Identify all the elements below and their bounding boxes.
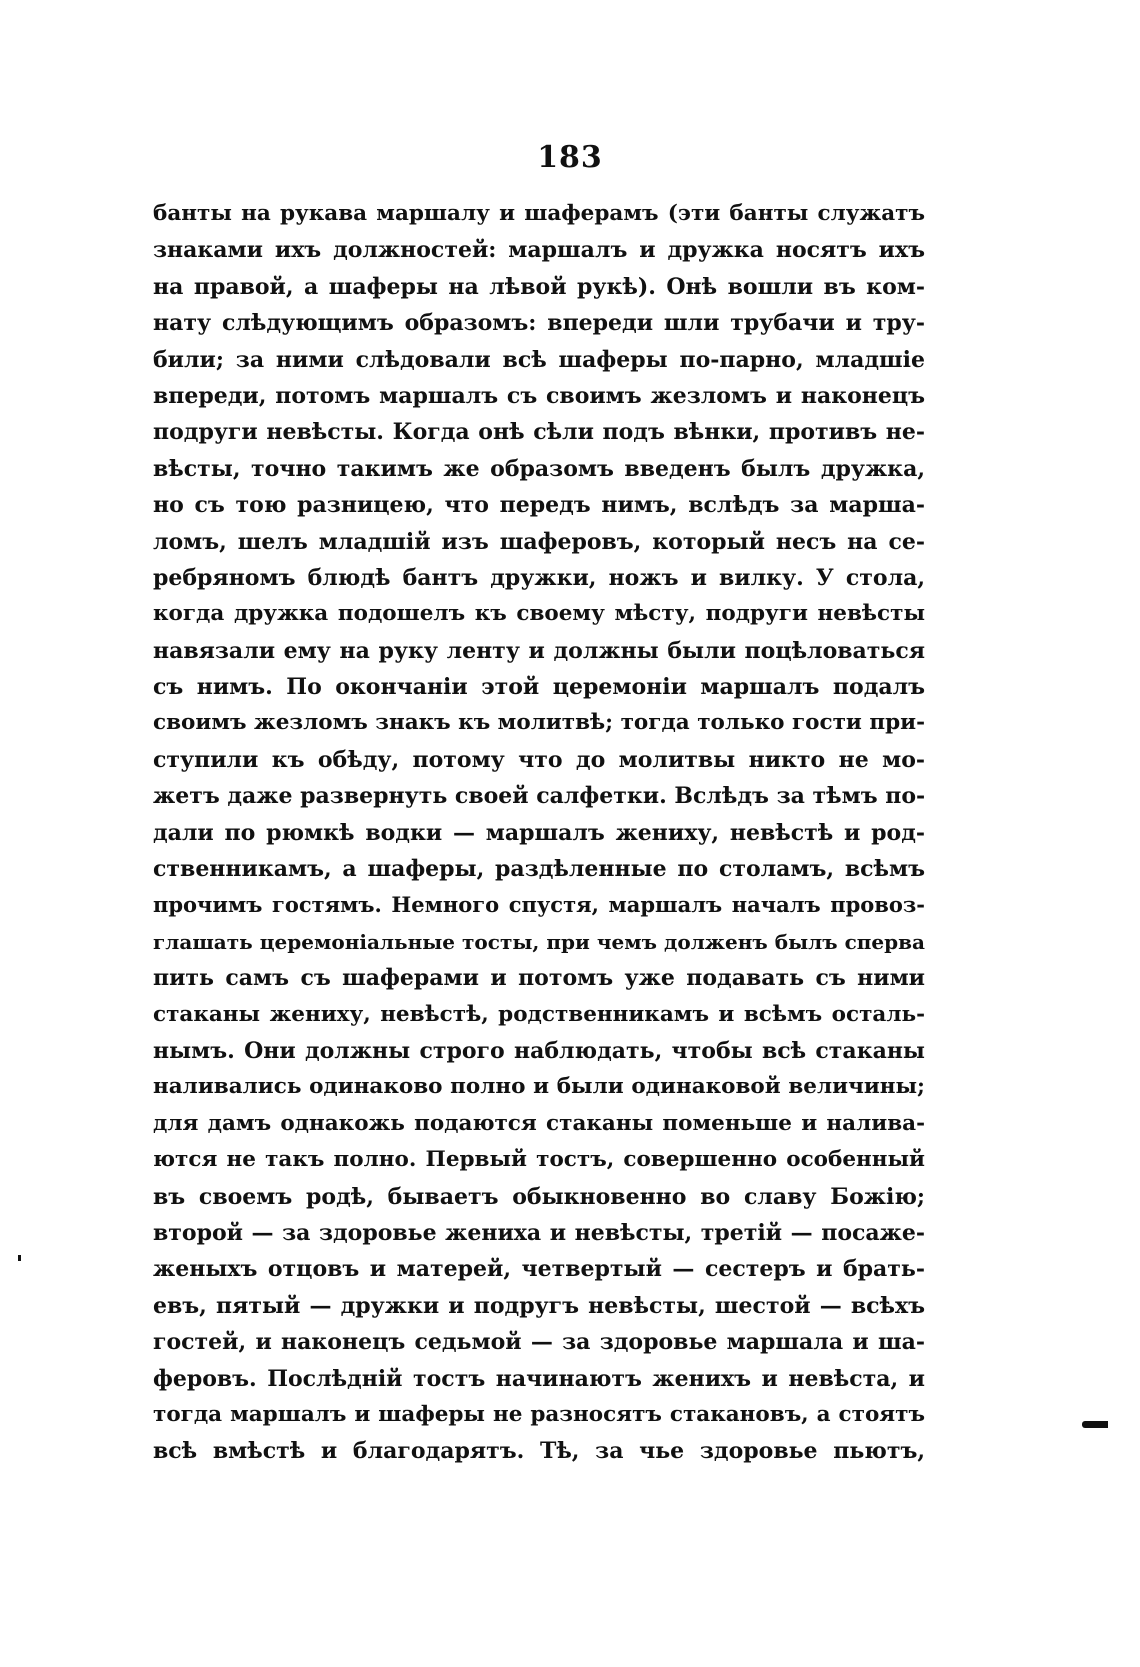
text-line: женыхъ отцовъ и матерей, четвертый — сестеръ и брать- (153, 1256, 925, 1283)
text-line: своимъ жезломъ знакъ къ молитвѣ; тогда только гости при- (153, 710, 925, 736)
text-line: ступили къ обѣду, потому что до молитвы никто не мо- (153, 746, 925, 773)
text-line: били; за ними слѣдовали всѣ шаферы по-парно, младшіе (153, 346, 925, 373)
text-line: банты на рукава маршалу и шаферамъ (эти банты служатъ (153, 201, 925, 226)
page-number: 183 (537, 140, 603, 175)
text-line: ственникамъ, а шаферы, раздѣленные по столамъ, всѣмъ (153, 856, 925, 883)
text-line: нымъ. Они должны строго наблюдать, чтобы всѣ стаканы (153, 1037, 925, 1064)
text-line: когда дружка подошелъ къ своему мѣсту, подруги невѣсты (153, 601, 925, 627)
text-line: второй — за здоровье жениха и невѣсты, третій — посаже- (153, 1219, 925, 1246)
text-line: но съ тою разницею, что передъ нимъ, вслѣдъ за марша- (153, 492, 925, 519)
text-line: подруги невѣсты. Когда онѣ сѣли подъ вѣнки, противъ не- (153, 419, 925, 446)
text-line: наливались одинаково полно и были одинаковой величины; (153, 1074, 925, 1100)
text-line: тогда маршалъ и шаферы не разносятъ стакановъ, а стоятъ (153, 1401, 925, 1427)
text-line: пить самъ съ шаферами и потомъ уже подавать съ ними (153, 965, 925, 992)
text-line: ребряномъ блюдѣ бантъ дружки, ножъ и вилку. У стола, (153, 564, 925, 591)
text-line: жетъ даже развернуть своей салфетки. Вслѣдъ за тѣмъ по- (153, 783, 925, 810)
text-line: впереди, потомъ маршалъ съ своимъ жезломъ и наконецъ (153, 382, 925, 409)
text-line: съ нимъ. По окончаніи этой церемоніи маршалъ подалъ (153, 674, 925, 701)
text-line: всѣ вмѣстѣ и благодарятъ. Тѣ, за чье здоровье пьютъ, (153, 1438, 925, 1465)
text-line: ются не такъ полно. Первый тостъ, совершенно особенный (153, 1147, 925, 1173)
text-line: стаканы жениху, невѣстѣ, родственникамъ и всѣмъ осталь- (153, 1001, 925, 1027)
margin-speck (18, 1255, 21, 1261)
text-line: для дамъ однакожь подаются стаканы поменьше и налива- (153, 1110, 925, 1136)
body-text (153, 196, 925, 1470)
text-line: евъ, пятый — дружки и подругъ невѣсты, шестой — всѣхъ (153, 1292, 925, 1319)
text-line: феровъ. Послѣдній тостъ начинаютъ женихъ и невѣста, и (153, 1365, 925, 1392)
text-line: въ своемъ родѣ, бываетъ обыкновенно во славу Божію; (153, 1183, 925, 1210)
text-line: прочимъ гостямъ. Немного спустя, маршалъ началъ провоз- (153, 892, 925, 918)
text-line: знаками ихъ должностей: маршалъ и дружка носятъ ихъ (153, 237, 925, 264)
text-line: глашать церемоніальные тосты, при чемъ долженъ былъ сперва (153, 929, 925, 954)
text-line: ломъ, шелъ младшій изъ шаферовъ, который несъ на се- (153, 528, 925, 555)
margin-mark (1082, 1421, 1108, 1428)
text-line: гостей, и наконецъ седьмой — за здоровье маршала и ша- (153, 1329, 925, 1356)
text-line: вѣсты, точно такимъ же образомъ введенъ былъ дружка, (153, 455, 925, 482)
text-line: дали по рюмкѣ водки — маршалъ жениху, невѣстѣ и род- (153, 819, 925, 846)
text-line: нату слѣдующимъ образомъ: впереди шли трубачи и тру- (153, 310, 925, 337)
text-line: на правой, а шаферы на лѣвой рукѣ). Онѣ вошли въ ком- (153, 273, 925, 300)
text-line: навязали ему на руку ленту и должны были поцѣловаться (153, 637, 925, 664)
